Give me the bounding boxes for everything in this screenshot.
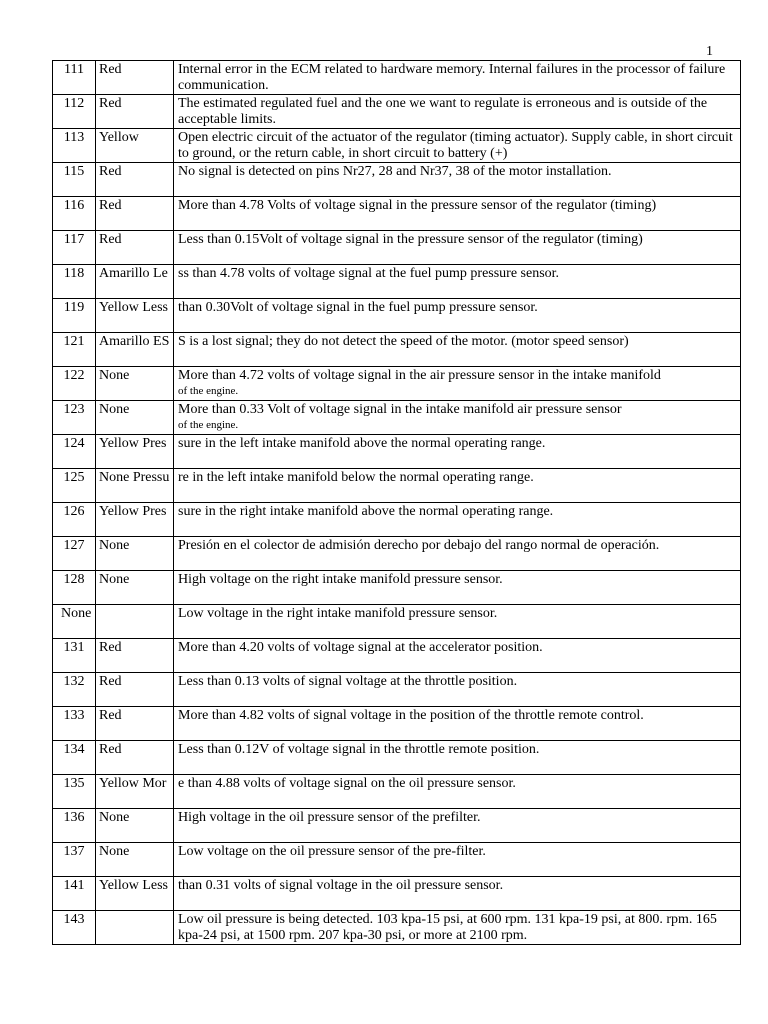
- lamp-color-cell: [96, 537, 174, 571]
- lamp-color-text: Yellow Mor: [99, 776, 167, 791]
- fault-code-cell: 137: [53, 843, 96, 877]
- fault-code-cell: 126: [53, 503, 96, 537]
- fault-code-cell: 131: [53, 639, 96, 673]
- lamp-color-cell: [96, 129, 174, 163]
- fault-code-cell: 141: [53, 877, 96, 911]
- table-row: [53, 537, 741, 571]
- table-row: [53, 333, 741, 367]
- description-text: Low voltage in the right intake manifold pressure sensor.: [178, 606, 498, 621]
- description-subtext: of the engine.: [178, 385, 239, 397]
- lamp-color-text: Amarillo Le: [99, 266, 168, 281]
- lamp-color-cell: [96, 673, 174, 707]
- table-row: [53, 231, 741, 265]
- description-text: S is a lost signal; they do not detect the speed of the motor. (motor speed sensor): [178, 334, 629, 349]
- lamp-color-cell: [96, 469, 174, 503]
- lamp-color-text: Red: [99, 674, 122, 689]
- fault-code-cell: 134: [53, 741, 96, 775]
- table-row: [53, 197, 741, 231]
- description-text: sure in the left intake manifold above the normal operating range.: [178, 436, 546, 451]
- description-subtext: of the engine.: [178, 419, 239, 431]
- table-row: [53, 911, 741, 945]
- fault-code-table: [52, 60, 741, 945]
- table-row: [53, 503, 741, 537]
- lamp-color-text: None: [99, 844, 130, 859]
- lamp-color-cell: [96, 571, 174, 605]
- fault-code-cell: 113: [53, 129, 96, 163]
- description-cell: [174, 469, 741, 503]
- fault-code-cell: 121: [53, 333, 96, 367]
- lamp-color-text: Red: [99, 232, 122, 247]
- table-row: [53, 367, 741, 401]
- lamp-color-text: Red: [99, 164, 122, 179]
- fault-code-cell: 118: [53, 265, 96, 299]
- fault-code-cell: 125: [53, 469, 96, 503]
- table-row: [53, 61, 741, 95]
- fault-code-rows: [53, 61, 741, 945]
- description-cell: [174, 673, 741, 707]
- lamp-color-cell: [96, 333, 174, 367]
- lamp-color-text: None: [99, 402, 130, 417]
- description-text: Presión en el colector de admisión derecho por debajo del rango normal de operación.: [178, 538, 660, 553]
- description-cell: [174, 877, 741, 911]
- lamp-color-text: None: [99, 368, 130, 383]
- description-text: High voltage on the right intake manifold pressure sensor.: [178, 572, 503, 587]
- fault-code-cell: 111: [53, 61, 96, 95]
- lamp-color-text: Red: [99, 96, 122, 111]
- lamp-color-cell: [96, 197, 174, 231]
- description-text: More than 4.78 Volts of voltage signal in the pressure sensor of the regulator (timing): [178, 198, 657, 213]
- lamp-color-text: None: [99, 538, 130, 553]
- lamp-color-cell: [96, 435, 174, 469]
- lamp-color-text: None Pressu: [99, 470, 170, 485]
- fault-code-cell: 124: [53, 435, 96, 469]
- lamp-color-cell: [96, 707, 174, 741]
- lamp-color-cell: [96, 503, 174, 537]
- description-text: e than 4.88 volts of voltage signal on the oil pressure sensor.: [178, 776, 516, 791]
- table-row: [53, 741, 741, 775]
- description-cell: [174, 367, 741, 401]
- description-cell: [174, 265, 741, 299]
- lamp-color-cell: [96, 775, 174, 809]
- description-text: Less than 0.12V of voltage signal in the throttle remote position.: [178, 742, 540, 757]
- page-number: 1: [706, 44, 713, 59]
- description-cell: [174, 129, 741, 163]
- lamp-color-text: Yellow Pres: [99, 504, 167, 519]
- table-row: [53, 299, 741, 333]
- description-text: Less than 0.15Volt of voltage signal in the pressure sensor of the regulator (timing): [178, 232, 643, 247]
- description-cell: [174, 639, 741, 673]
- fault-code-cell: 119: [53, 299, 96, 333]
- lamp-color-text: None: [99, 572, 130, 587]
- description-cell: [174, 299, 741, 333]
- description-cell: [174, 741, 741, 775]
- description-cell: [174, 911, 741, 945]
- lamp-color-text: Red: [99, 62, 122, 77]
- table-row: [53, 843, 741, 877]
- table-row: [53, 571, 741, 605]
- lamp-color-cell: [96, 741, 174, 775]
- description-cell: [174, 163, 741, 197]
- description-text: More than 4.20 volts of voltage signal at the accelerator position.: [178, 640, 543, 655]
- description-text: Less than 0.13 volts of signal voltage at the throttle position.: [178, 674, 518, 689]
- description-text: More than 4.72 volts of voltage signal in the air pressure sensor in the intake manifold: [178, 368, 661, 383]
- description-text: More than 0.33 Volt of voltage signal in the intake manifold air pressure sensor: [178, 402, 622, 417]
- fault-code-cell: 132: [53, 673, 96, 707]
- lamp-color-cell: [96, 231, 174, 265]
- lamp-color-text: Yellow Less: [99, 878, 168, 893]
- lamp-color-text: Red: [99, 640, 122, 655]
- fault-code-cell: 133: [53, 707, 96, 741]
- fault-code-cell: 117: [53, 231, 96, 265]
- description-text: Open electric circuit of the actuator of the regulator (timing actuator). Supply cable, in short circuit to ground, or the return cable, in short circuit to battery (+): [178, 130, 733, 161]
- table-row: [53, 401, 741, 435]
- fault-code-cell: None: [53, 605, 96, 639]
- table-row: [53, 707, 741, 741]
- lamp-color-text: Red: [99, 198, 122, 213]
- description-text: Low oil pressure is being detected. 103 kpa-15 psi, at 600 rpm. 131 kpa-19 psi, at 800. rpm. 165 kpa-24 psi, at 1500 rpm. 207 kpa-30 psi, or more at 2100 rpm.: [178, 912, 717, 943]
- description-text: than 0.31 volts of signal voltage in the oil pressure sensor.: [178, 878, 504, 893]
- lamp-color-text: Yellow: [99, 130, 139, 145]
- description-cell: [174, 197, 741, 231]
- lamp-color-cell: [96, 367, 174, 401]
- description-text: Internal error in the ECM related to hardware memory. Internal failures in the processor of failure communication.: [178, 62, 726, 93]
- description-text: sure in the right intake manifold above the normal operating range.: [178, 504, 554, 519]
- table-row: [53, 435, 741, 469]
- table-row: [53, 775, 741, 809]
- description-text: Low voltage on the oil pressure sensor of the pre-filter.: [178, 844, 486, 859]
- table-row: [53, 877, 741, 911]
- description-cell: [174, 503, 741, 537]
- description-text: ss than 4.78 volts of voltage signal at the fuel pump pressure sensor.: [178, 266, 560, 281]
- lamp-color-text: Red: [99, 708, 122, 723]
- fault-code-cell: 116: [53, 197, 96, 231]
- description-cell: [174, 95, 741, 129]
- table-row: [53, 639, 741, 673]
- description-cell: [174, 571, 741, 605]
- description-cell: [174, 401, 741, 435]
- fault-code-cell: 127: [53, 537, 96, 571]
- description-cell: [174, 809, 741, 843]
- description-text: More than 4.82 volts of signal voltage in the position of the throttle remote control.: [178, 708, 644, 723]
- description-cell: [174, 537, 741, 571]
- lamp-color-cell: [96, 911, 174, 945]
- description-cell: [174, 775, 741, 809]
- table-row: [53, 673, 741, 707]
- lamp-color-cell: [96, 95, 174, 129]
- description-text: The estimated regulated fuel and the one we want to regulate is erroneous and is outside of the acceptable limits.: [178, 96, 708, 127]
- table-row: [53, 265, 741, 299]
- fault-code-cell: 115: [53, 163, 96, 197]
- lamp-color-text: Yellow Pres: [99, 436, 167, 451]
- description-text: than 0.30Volt of voltage signal in the fuel pump pressure sensor.: [178, 300, 538, 315]
- table-row: [53, 95, 741, 129]
- lamp-color-cell: [96, 299, 174, 333]
- table-row: [53, 163, 741, 197]
- description-text: re in the left intake manifold below the normal operating range.: [178, 470, 534, 485]
- description-text: High voltage in the oil pressure sensor of the prefilter.: [178, 810, 481, 825]
- lamp-color-cell: [96, 265, 174, 299]
- lamp-color-cell: [96, 877, 174, 911]
- fault-code-cell: 128: [53, 571, 96, 605]
- fault-code-cell: 136: [53, 809, 96, 843]
- lamp-color-cell: [96, 61, 174, 95]
- fault-code-cell: 123: [53, 401, 96, 435]
- description-cell: [174, 843, 741, 877]
- description-text: No signal is detected on pins Nr27, 28 and Nr37, 38 of the motor installation.: [178, 164, 612, 179]
- description-cell: [174, 435, 741, 469]
- description-cell: [174, 61, 741, 95]
- lamp-color-cell: [96, 809, 174, 843]
- lamp-color-cell: [96, 639, 174, 673]
- description-cell: [174, 707, 741, 741]
- description-cell: [174, 231, 741, 265]
- fault-code-cell: 122: [53, 367, 96, 401]
- fault-code-cell: 143: [53, 911, 96, 945]
- lamp-color-text: Amarillo ES: [99, 334, 170, 349]
- table-row: [53, 605, 741, 639]
- lamp-color-text: None: [99, 810, 130, 825]
- lamp-color-cell: [96, 605, 174, 639]
- fault-code-cell: 135: [53, 775, 96, 809]
- table-row: [53, 129, 741, 163]
- fault-code-cell: 112: [53, 95, 96, 129]
- description-cell: [174, 605, 741, 639]
- table-row: [53, 469, 741, 503]
- table-row: [53, 809, 741, 843]
- lamp-color-cell: [96, 843, 174, 877]
- lamp-color-cell: [96, 401, 174, 435]
- lamp-color-text: Red: [99, 742, 122, 757]
- description-cell: [174, 333, 741, 367]
- lamp-color-text: Yellow Less: [99, 300, 168, 315]
- lamp-color-cell: [96, 163, 174, 197]
